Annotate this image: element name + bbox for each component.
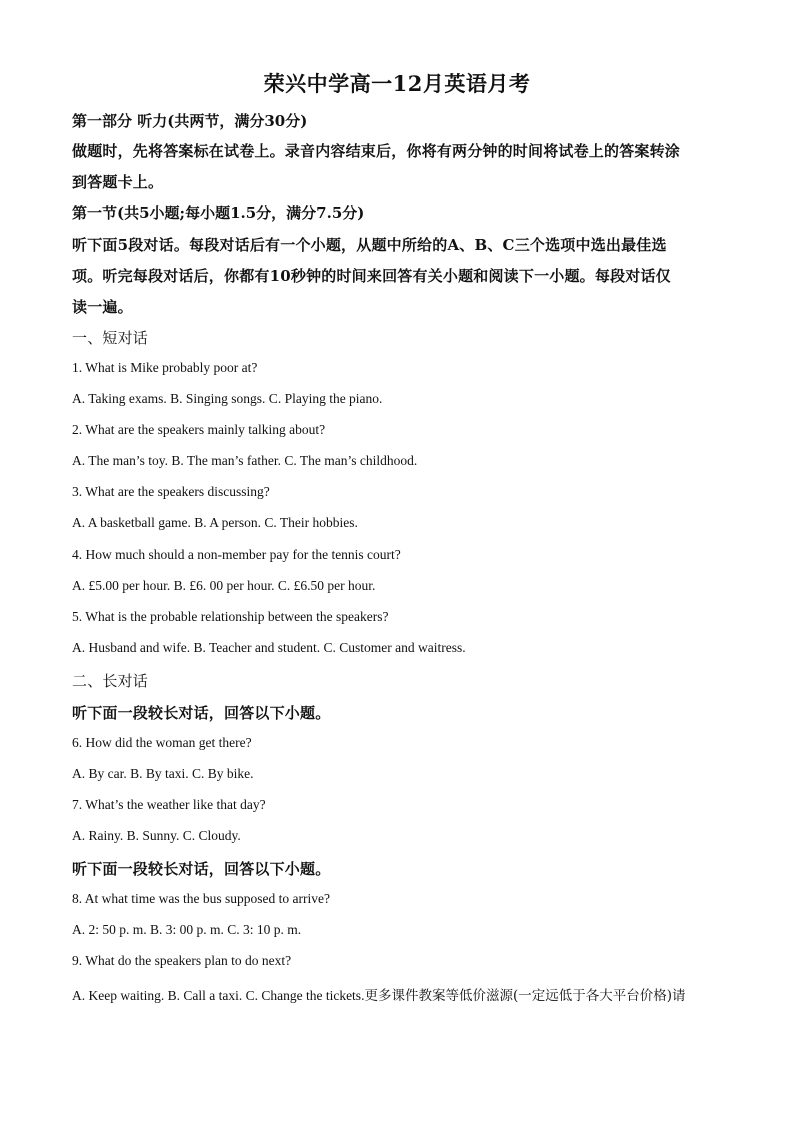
long-dialogue-instruction-1: 听下面一段较长对话，回答以下小题。 bbox=[72, 704, 331, 722]
options-3: A. A basketball game. B. A person. C. Their hobbies. bbox=[72, 515, 358, 530]
question-7: 7. What’s the weather like that day? bbox=[72, 797, 266, 812]
options-1: A. Taking exams. B. Singing songs. C. Playing the piano. bbox=[72, 391, 383, 406]
long-dialogue-heading: 二、长对话 bbox=[72, 672, 149, 690]
question-6: 6. How did the woman get there? bbox=[72, 735, 252, 750]
question-2: 2. What are the speakers mainly talking about? bbox=[72, 422, 326, 437]
question-4: 4. How much should a non-member pay for the tennis court? bbox=[72, 547, 401, 562]
options-9: A. Keep waiting. B. Call a taxi. C. Change the tickets. bbox=[72, 988, 365, 1003]
options-6: A. By car. B. By taxi. C. By bike. bbox=[72, 766, 254, 781]
section1-instruction-line-1: 听下面5段对话。每段对话后有一个小题，从题中所给的A、B、C三个选项中选出最佳选 bbox=[72, 236, 667, 254]
options-2: A. The man’s toy. B. The man’s father. C. The man’s childhood. bbox=[72, 453, 418, 468]
options-7: A. Rainy. B. Sunny. C. Cloudy. bbox=[72, 828, 241, 843]
question-3: 3. What are the speakers discussing? bbox=[72, 484, 270, 499]
options-8: A. 2: 50 p. m. B. 3: 00 p. m. C. 3: 10 p. m. bbox=[72, 922, 302, 937]
part1-heading: 第一部分 听力(共两节，满分30分) bbox=[72, 112, 308, 130]
section1-heading: 第一节(共5小题;每小题1.5分，满分7.5分) bbox=[72, 204, 365, 222]
options-5: A. Husband and wife. B. Teacher and student. C. Customer and waitress. bbox=[72, 640, 466, 655]
question-8: 8. At what time was the bus supposed to arrive? bbox=[72, 891, 330, 906]
intro-line-2: 到答题卡上。 bbox=[72, 173, 164, 191]
short-dialogue-heading: 一、短对话 bbox=[72, 329, 149, 347]
section1-instruction-line-3: 读一遍。 bbox=[72, 298, 133, 316]
options-9-line bbox=[72, 984, 686, 1004]
question-9: 9. What do the speakers plan to do next? bbox=[72, 953, 292, 968]
page-title: 荣兴中学高一12月英语月考 bbox=[263, 71, 531, 96]
section1-instruction-line-2: 项。听完每段对话后，你都有10秒钟的时间来回答有关小题和阅读下一小题。每段对话仅 bbox=[72, 267, 671, 285]
options-4: A. £5.00 per hour. B. £6. 00 per hour. C. £6.50 per hour. bbox=[72, 578, 376, 593]
promo-text: 更多课件教案等低价滋源(一定远低于各大平台价格)请 bbox=[364, 988, 686, 1004]
intro-line-1: 做题时，先将答案标在试卷上。录音内容结束后，你将有两分钟的时间将试卷上的答案转涂 bbox=[72, 142, 681, 160]
long-dialogue-instruction-2: 听下面一段较长对话，回答以下小题。 bbox=[72, 860, 331, 878]
question-5: 5. What is the probable relationship between the speakers? bbox=[72, 609, 389, 624]
question-1: 1. What is Mike probably poor at? bbox=[72, 360, 258, 375]
